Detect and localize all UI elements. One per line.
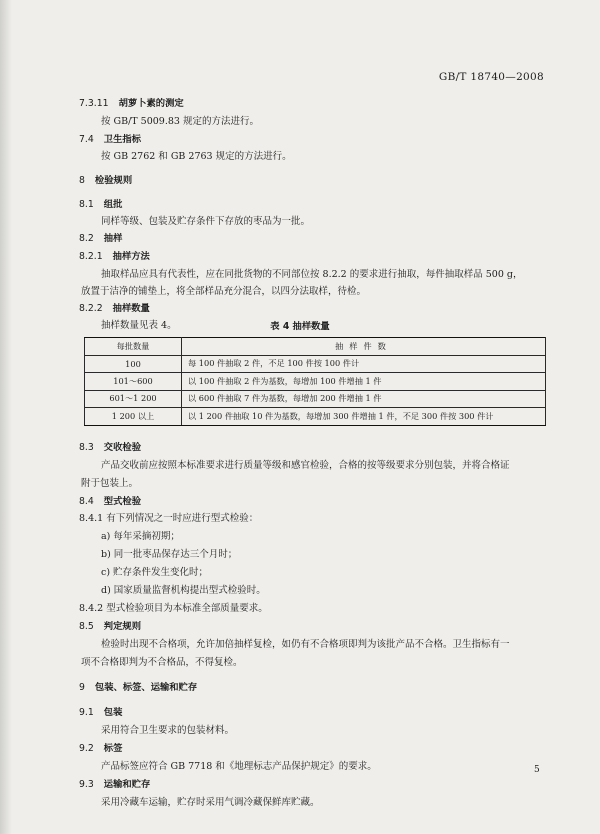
section-number: 8.2 [79,233,94,244]
paragraph-s81b: 同样等级、包装及贮存条件下存放的枣品为一批。 [101,216,311,227]
section-number: 8.3 [79,442,94,453]
section-number: 8.2.2 [79,303,103,314]
section-title: 判定规则 [103,621,141,632]
section-title: 包装 [103,707,123,718]
table-row [85,390,546,408]
col-sample-count: 抽样件数 [182,338,546,356]
table-row [85,355,546,373]
paragraph-s841: 8.4.1 有下列情况之一时应进行型式检验： [79,513,259,524]
section-title: 抽样 [103,233,123,244]
paragraph-s841c: c) 贮存条件发生变化时； [101,567,209,578]
table-cell-qty: 100 [85,355,182,373]
paragraph-s821b2: 放置于洁净的铺垫上，将全部样品充分混合，以四分法取样，待检。 [81,286,367,297]
paragraph-s74b: 按 GB 2762 和 GB 2763 规定的方法进行。 [101,151,292,162]
section-heading-s822 [79,303,150,315]
table-row [85,373,546,391]
table-cell-rule: 以 600 件抽取 7 件为基数，每增加 200 件增抽 1 件 [182,390,546,408]
section-heading-s9 [79,682,197,694]
table-header-row [85,338,546,356]
paragraph-s821b1: 抽取样品应具有代表性，应在同批货物的不同部位按 8.2.2 的要求进行抽取，每件抽取样品 500 g， [101,269,523,280]
section-number: 8.5 [79,621,94,632]
section-number: 7.4 [79,134,94,145]
table-cell-qty: 601～1 200 [85,390,182,408]
section-number: 8.1 [79,199,94,210]
standard-number: GB/T 18740—2008 [438,71,544,83]
paragraph-s842: 8.4.2 型式检验项目为本标准全部质量要求。 [79,603,268,614]
section-heading-s82 [79,233,122,245]
section-heading-s8 [79,175,132,187]
section-heading-s7311 [79,98,184,110]
sampling-table [84,337,546,426]
section-title: 标签 [103,743,123,754]
section-number: 9.3 [79,779,94,790]
section-number: 7.3.11 [79,98,109,109]
page-number: 5 [534,765,540,775]
paragraph-s91b: 采用符合卫生要求的包装材料。 [101,725,235,736]
paragraph-s841bb: b) 同一批枣品保存达三个月时； [101,549,238,560]
section-heading-s81 [79,199,122,211]
section-title: 交收检验 [103,442,141,453]
table-cell-qty: 101～600 [85,373,182,391]
table-cell-rule: 每 100 件抽取 2 件，不足 100 件按 100 件计 [182,355,546,373]
section-title: 运输和贮存 [103,779,151,790]
paragraph-s841a: a) 每年采摘初期； [101,531,180,542]
section-title: 组批 [103,199,123,210]
table-caption: 表 4 抽样数量 [270,321,330,332]
paragraph-s85b2: 项不合格即判为不合格品，不得复检。 [81,657,243,668]
section-title: 抽样方法 [112,251,150,262]
section-heading-s84 [79,496,141,508]
section-heading-s92 [79,743,122,755]
section-number: 8 [79,175,85,186]
section-heading-s93 [79,779,150,791]
section-title: 胡萝卜素的测定 [118,98,184,109]
paragraph-s93b: 采用冷藏车运输，贮存时采用气调冷藏保鲜库贮藏。 [101,797,320,808]
section-heading-s74 [79,134,141,146]
section-heading-s821 [79,251,150,263]
section-number: 8.4 [79,496,94,507]
paragraph-s841d: d) 国家质量监督机构提出型式检验时。 [101,585,266,596]
table-cell-qty: 1 200 以上 [85,408,182,426]
section-title: 检验规则 [94,175,133,186]
section-number: 8.2.1 [79,251,103,262]
paragraph-s83b2: 附于包装上。 [81,478,139,489]
table-row [85,408,546,426]
paragraph-s83b1: 产品交收前应按照本标准要求进行质量等级和感官检验，合格的按等级要求分别包装，并将合格证 [101,460,510,471]
section-title: 抽样数量 [112,303,150,314]
section-number: 9.2 [79,743,94,754]
table-cell-rule: 以 100 件抽取 2 件为基数，每增加 100 件增抽 1 件 [182,373,546,391]
section-heading-s91 [79,707,122,719]
table-cell-rule: 以 1 200 件抽取 10 件为基数，每增加 300 件增抽 1 件，不足 300 件按 300 件计 [182,408,546,426]
section-title: 包装、标签、运输和贮存 [94,682,198,693]
section-number: 9.1 [79,707,94,718]
paragraph-s92b: 产品标签应符合 GB 7718 和《地理标志产品保护规定》的要求。 [101,761,377,772]
section-heading-s85 [79,621,141,633]
section-heading-s83 [79,442,141,454]
col-batch-quantity: 每批数量 [85,338,182,356]
paragraph-s7311b: 按 GB/T 5009.83 规定的方法进行。 [101,116,259,127]
paragraph-s85b1: 检验时出现不合格项，允许加倍抽样复检，如仍有不合格项即判为该批产品不合格。卫生指标有一 [101,639,510,650]
section-title: 型式检验 [103,496,141,507]
section-title: 卫生指标 [103,134,141,145]
section-number: 9 [79,682,85,693]
paragraph-s822b: 抽样数量见表 4。 [101,320,177,331]
